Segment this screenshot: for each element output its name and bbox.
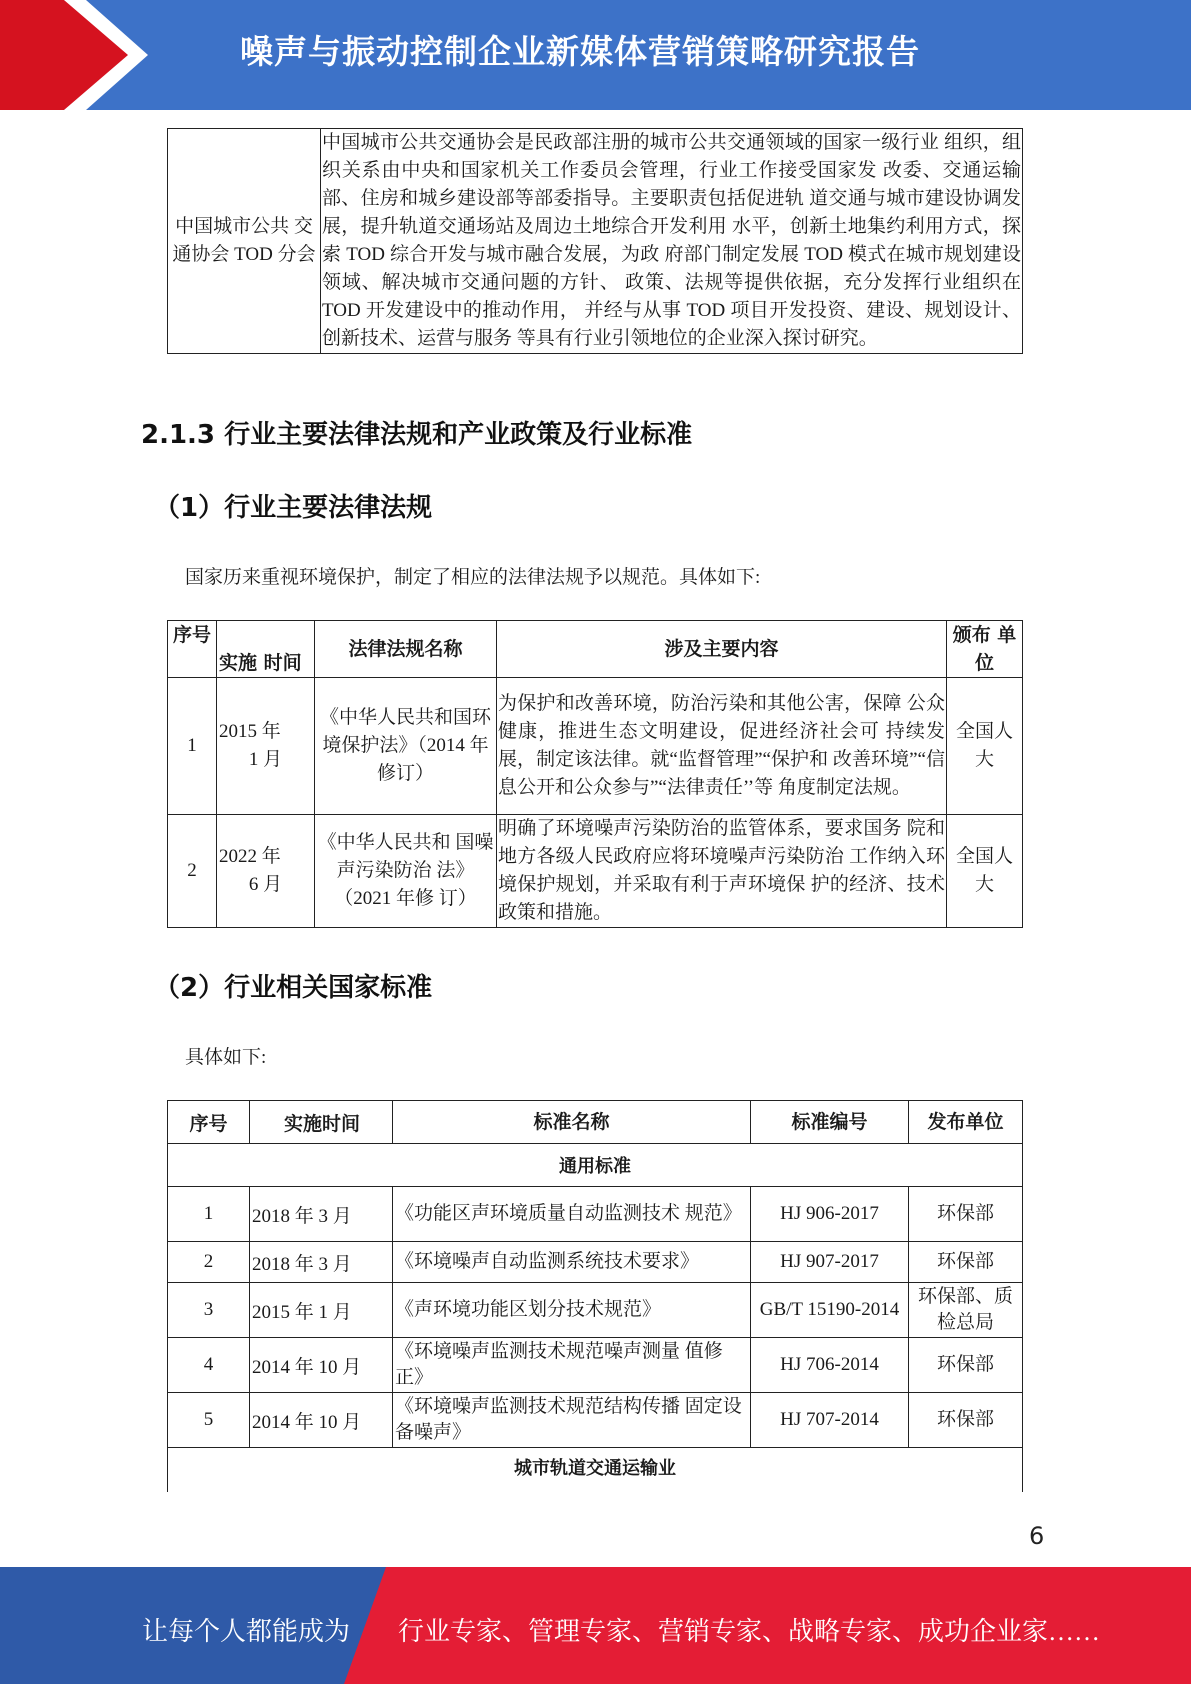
header-time: 实施时间 [250, 1101, 393, 1144]
header-issuer: 颁布 单位 [947, 621, 1023, 678]
page-number: 6 [1029, 1522, 1045, 1550]
row-time: 2014 年 10 月 [250, 1393, 393, 1448]
row-standard-name: 《环境噪声监测技术规范噪声测量 值修正》 [393, 1338, 751, 1393]
row-law-name: 《中华人民共和 国噪声污染防治 法》（2021 年修 订） [315, 815, 497, 928]
laws-intro: 国家历来重视环境保护，制定了相应的法律法规予以规范。具体如下: [185, 567, 761, 588]
row-time [217, 815, 315, 928]
header-issuer: 发布单位 [909, 1101, 1023, 1144]
row-no: 1 [168, 678, 217, 815]
table-row [168, 815, 1023, 928]
row-law-name: 《中华人民共和国环境保护法》（2014 年修订） [315, 678, 497, 815]
row-no: 2 [168, 1242, 250, 1283]
row-content: 为保护和改善环境，防治污染和其他公害，保障 公众健康，推进生态文明建设，促进经济社会可 持续发展，制定该法律。就“监督管理”“保护和 改善环境”“信息公开和公众参与”“法律责任’’等 角度制定法规。 [497, 678, 947, 815]
table-section-row [168, 1144, 1023, 1187]
section-general-standards: 通用标准 [168, 1144, 1023, 1187]
standards-intro: 具体如下: [185, 1047, 267, 1068]
row-time: 2018 年 3 月 [250, 1242, 393, 1283]
row-no: 3 [168, 1283, 250, 1338]
header-code: 标准编号 [751, 1101, 909, 1144]
row-time-year: 2015 年 [219, 721, 281, 742]
header-name: 法律法规名称 [315, 621, 497, 678]
row-time: 2018 年 3 月 [250, 1187, 393, 1242]
row-time: 2015 年 1 月 [250, 1283, 393, 1338]
row-issuer: 全国人大 [947, 815, 1023, 928]
row-code: HJ 706-2014 [751, 1338, 909, 1393]
row-code: GB/T 15190-2014 [751, 1283, 909, 1338]
row-no: 5 [168, 1393, 250, 1448]
org-description-cell: 中国城市公共交通协会是民政部注册的城市公共交通领域的国家一级行业 组织，组织关系由中央和国家机关工作委员会管理，行业工作接受国家发 改委、交通运输部、住房和城乡建设部等部委指导。主要职责包括促进轨 道交通与城市建设协调发展，提升轨道交通场站及周边土地综合开发利用 水平，创新土地集约利用方式，探索 TOD 综合开发与城市融合发展，为政 府部门制定发展 TOD 模式在城市规划建设领域、解决城市交通问题的方针、 政策、法规等提供依据，充分发挥行业组织在 TOD 开发建设中的推动作用， 并经与从事 TOD 项目开发投资、建设、规划设计、创新技术、运营与服务 等具有行业引领地位的企业深入探讨研究。 [321, 129, 1023, 354]
row-no: 2 [168, 815, 217, 928]
footer-slogan-left: 让每个人都能成为 [142, 1617, 351, 1646]
footer-slogan-right: 行业专家、管理专家、营销专家、战略专家、成功企业家…… [398, 1617, 1101, 1646]
table-row [168, 129, 1023, 354]
row-standard-name: 《环境噪声监测技术规范结构传播 固定设备噪声》 [393, 1393, 751, 1448]
row-content: 明确了环境噪声污染防治的监管体系，要求国务 院和地方各级人民政府应将环境噪声污染防治 工作纳入环境保护规划，并采取有利于声环境保 护的经济、技术政策和措施。 [497, 815, 947, 928]
table-row [168, 1393, 1023, 1448]
org-name-cell: 中国城市公共 交通协会 TOD 分会 [168, 129, 321, 354]
row-time-month: 6 月 [248, 874, 283, 895]
law-table [167, 620, 1023, 928]
table-section-row [168, 1448, 1023, 1493]
row-time: 2014 年 10 月 [250, 1338, 393, 1393]
row-standard-name: 《环境噪声自动监测系统技术要求》 [393, 1242, 751, 1283]
row-time-month: 1 月 [248, 749, 283, 770]
row-code: HJ 906-2017 [751, 1187, 909, 1242]
table-row [168, 1283, 1023, 1338]
table-row [168, 1242, 1023, 1283]
row-issuer: 环保部 [909, 1338, 1023, 1393]
subsection-heading-standards: （2）行业相关国家标准 [154, 973, 433, 1003]
subsection-heading-laws: （1）行业主要法律法规 [154, 493, 433, 523]
standards-table [167, 1100, 1023, 1492]
org-table [167, 128, 1023, 354]
row-standard-name: 《声环境功能区划分技术规范》 [393, 1283, 751, 1338]
section-heading: 2.1.3 行业主要法律法规和产业政策及行业标准 [141, 420, 693, 450]
header-title: 噪声与振动控制企业新媒体营销策略研究报告 [240, 32, 920, 71]
page-header [0, 0, 1191, 110]
table-row [168, 1338, 1023, 1393]
header-time: 实施 时间 [217, 621, 315, 678]
row-issuer: 环保部 [909, 1187, 1023, 1242]
header-name: 标准名称 [393, 1101, 751, 1144]
row-code: HJ 707-2014 [751, 1393, 909, 1448]
header-content: 涉及主要内容 [497, 621, 947, 678]
page-footer [0, 1567, 1191, 1684]
row-issuer: 环保部 [909, 1393, 1023, 1448]
row-issuer: 全国人大 [947, 678, 1023, 815]
row-issuer: 环保部 [909, 1242, 1023, 1283]
table-header-row [168, 1101, 1023, 1144]
row-no: 1 [168, 1187, 250, 1242]
section-urban-rail: 城市轨道交通运输业 [168, 1448, 1023, 1493]
header-no: 序号 [168, 621, 217, 678]
row-standard-name: 《功能区声环境质量自动监测技术 规范》 [393, 1187, 751, 1242]
row-time [217, 678, 315, 815]
table-row [168, 1187, 1023, 1242]
row-issuer: 环保部、质检总局 [909, 1283, 1023, 1338]
row-code: HJ 907-2017 [751, 1242, 909, 1283]
row-time-year: 2022 年 [219, 846, 281, 867]
header-no: 序号 [168, 1101, 250, 1144]
table-header-row [168, 621, 1023, 678]
row-no: 4 [168, 1338, 250, 1393]
table-row [168, 678, 1023, 815]
